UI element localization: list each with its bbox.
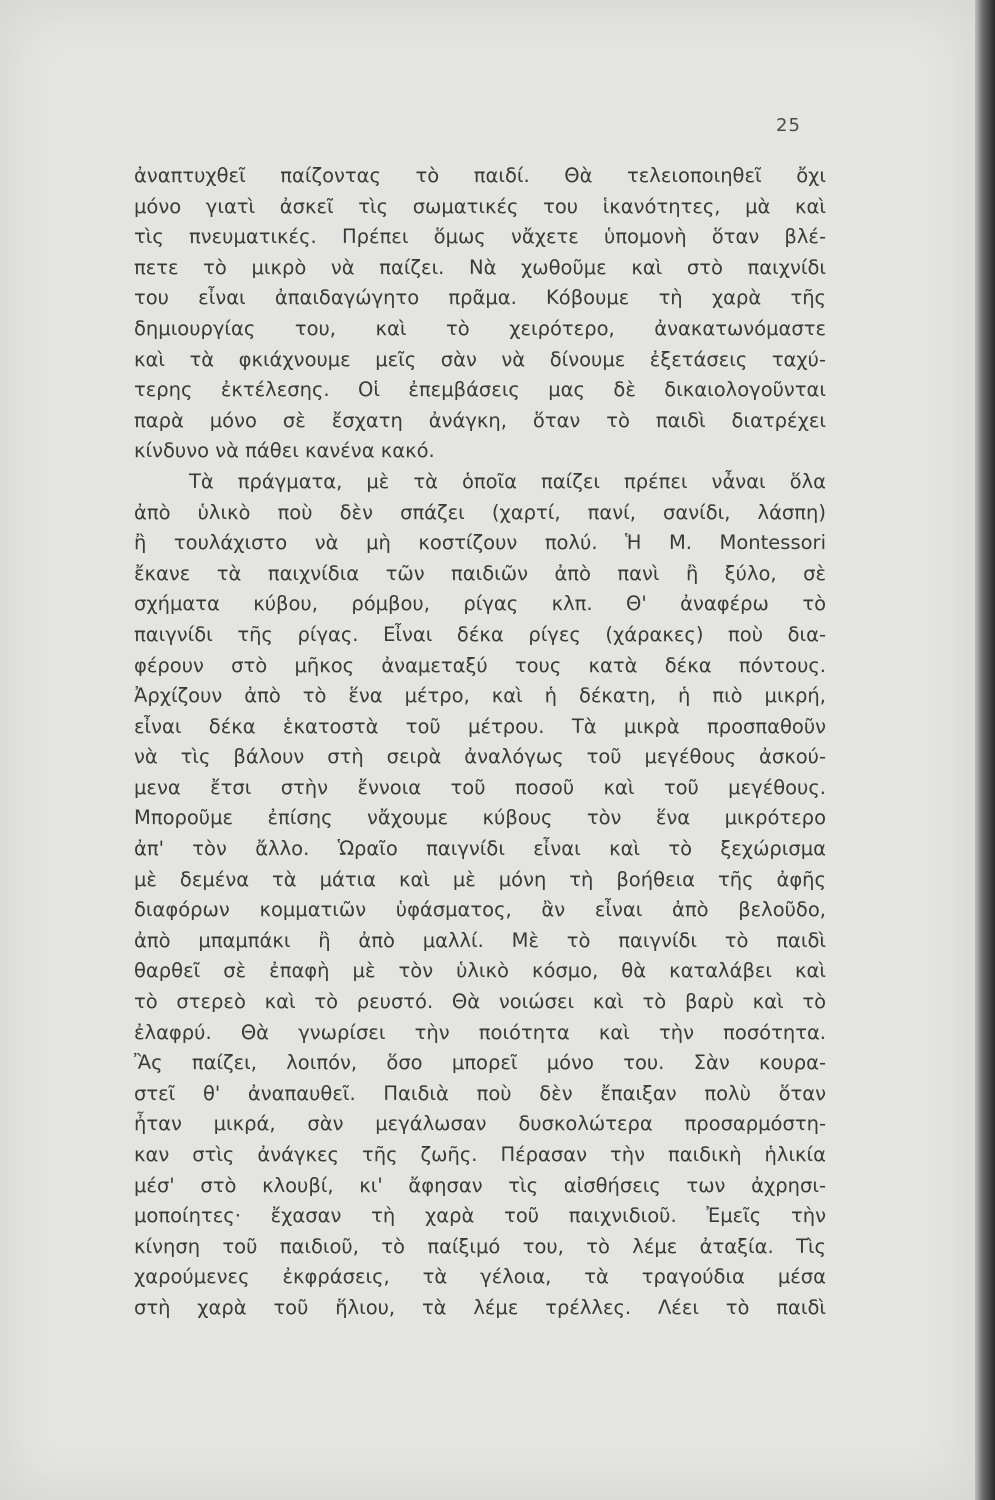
text-line: μὲ δεμένα τὰ μάτια καὶ μὲ μόνη τὴ βοήθεια τῆς ἀφῆς [134, 867, 826, 891]
text-line: παρὰ μόνο σὲ ἔσχατη ἀνάγκη, ὅταν τὸ παιδὶ διατρέχει [134, 408, 826, 432]
body-text [134, 161, 826, 1324]
text-line: παιγνίδι τῆς ρίγας. Εἶναι δέκα ρίγες (χάρακες) ποὺ δια- [134, 622, 826, 646]
text-line: ἦταν μικρά, σὰν μεγάλωσαν δυσκολώτερα προσαρμόστη- [134, 1112, 826, 1136]
text-line: κίνηση τοῦ παιδιοῦ, τὸ παίξιμό του, τὸ λέμε ἀταξία. Τὶς [134, 1234, 826, 1258]
text-line: κίνδυνο νὰ πάθει κανένα κακό. [134, 439, 435, 463]
text-line: του εἶναι ἀπαιδαγώγητο πρᾶμα. Κόβουμε τὴ χαρὰ τῆς [134, 286, 826, 310]
text-line: μόνο γιατὶ ἀσκεῖ τὶς σωματικές του ἱκανότητες, μὰ καὶ [134, 194, 826, 218]
text-line: καὶ τὰ φκιάχνουμε μεῖς σὰν νὰ δίνουμε ἐξετάσεις ταχύ- [134, 347, 826, 371]
text-line: ἀπ' τὸν ἄλλο. Ὡραῖο παιγνίδι εἶναι καὶ τὸ ξεχώρισμα [134, 837, 826, 861]
text-line: μενα ἔτσι στὴν ἔννοια τοῦ ποσοῦ καὶ τοῦ μεγέθους. [134, 775, 826, 799]
text-line: ἀπὸ ὑλικὸ ποὺ δὲν σπάζει (χαρτί, πανί, σανίδι, λάσπη) [134, 500, 826, 524]
text-line: Ἀρχίζουν ἀπὸ τὸ ἕνα μέτρο, καὶ ἡ δέκατη, ἡ πιὸ μικρή, [134, 684, 826, 708]
text-line: Τὰ πράγματα, μὲ τὰ ὁποῖα παίζει πρέπει νἆναι ὅλα [189, 469, 826, 493]
text-line: νὰ τὶς βάλουν στὴ σειρὰ ἀναλόγως τοῦ μεγέθους ἀσκού- [134, 745, 826, 769]
text-line: ἐλαφρύ. Θὰ γνωρίσει τὴν ποιότητα καὶ τὴν ποσότητα. [134, 1020, 826, 1044]
text-line: μέσ' στὸ κλουβί, κι' ἄφησαν τὶς αἰσθήσεις των ἀχρησι- [134, 1173, 826, 1197]
text-line: ἢ τουλάχιστο νὰ μὴ κοστίζουν πολύ. Ἡ Μ. Montessori [134, 531, 826, 555]
text-line: πετε τὸ μικρὸ νὰ παίζει. Νὰ χωθοῦμε καὶ στὸ παιχνίδι [134, 255, 826, 279]
text-line: εἶναι δέκα ἑκατοστὰ τοῦ μέτρου. Τὰ μικρὰ προσπαθοῦν [134, 714, 826, 738]
text-line: καν στὶς ἀνάγκες τῆς ζωῆς. Πέρασαν τὴν παιδικὴ ἡλικία [134, 1143, 826, 1166]
text-line: Ἂς παίζει, λοιπόν, ὅσο μπορεῖ μόνο του. Σὰν κουρα- [134, 1051, 826, 1075]
text-line: Μποροῦμε ἐπίσης νἄχουμε κύβους τὸν ἕνα μικρότερο [134, 806, 826, 830]
text-line: μοποίητες· ἔχασαν τὴ χαρὰ τοῦ παιχνιδιοῦ. Ἐμεῖς τὴν [134, 1204, 826, 1228]
text-line: σχήματα κύβου, ρόμβου, ρίγας κλπ. Θ' ἀναφέρω τὸ [134, 592, 826, 616]
text-line: χαρούμενες ἐκφράσεις, τὰ γέλοια, τὰ τραγούδια μέσα [134, 1265, 826, 1289]
text-line: διαφόρων κομματιῶν ὑφάσματος, ἂν εἶναι ἀπὸ βελοῦδο, [134, 898, 826, 922]
text-line: τὸ στερεὸ καὶ τὸ ρευστό. Θὰ νοιώσει καὶ τὸ βαρὺ καὶ τὸ [134, 990, 826, 1014]
text-line: στὴ χαρὰ τοῦ ἥλιου, τὰ λέμε τρέλλες. Λέει τὸ παιδὶ [134, 1295, 826, 1319]
text-line: ἔκανε τὰ παιχνίδια τῶν παιδιῶν ἀπὸ πανὶ ἢ ξύλο, σὲ [134, 561, 826, 585]
text-line: φέρουν στὸ μῆκος ἀναμεταξύ τους κατὰ δέκα πόντους. [134, 653, 826, 677]
text-line: δημιουργίας του, καὶ τὸ χειρότερο, ἀνακατωνόμαστε [134, 316, 826, 340]
page-number: 25 [776, 115, 801, 136]
text-line: θαρθεῖ σὲ ἐπαφὴ μὲ τὸν ὑλικὸ κόσμο, θὰ καταλάβει καὶ [134, 959, 826, 983]
text-line: τὶς πνευματικές. Πρέπει ὅμως νἄχετε ὑπομονὴ ὅταν βλέ- [134, 225, 826, 249]
text-line: στεῖ θ' ἀναπαυθεῖ. Παιδιὰ ποὺ δὲν ἔπαιξαν πολὺ ὅταν [134, 1081, 826, 1105]
book-edge-shadow [975, 0, 995, 1500]
text-line: ἀπὸ μπαμπάκι ἢ ἀπὸ μαλλί. Μὲ τὸ παιγνίδι τὸ παιδὶ [134, 928, 826, 952]
text-line: τερης ἐκτέλεσης. Οἱ ἐπεμβάσεις μας δὲ δικαιολογοῦνται [134, 378, 826, 402]
text-line: ἀναπτυχθεῖ παίζοντας τὸ παιδί. Θὰ τελειοποιηθεῖ ὄχι [134, 164, 826, 187]
